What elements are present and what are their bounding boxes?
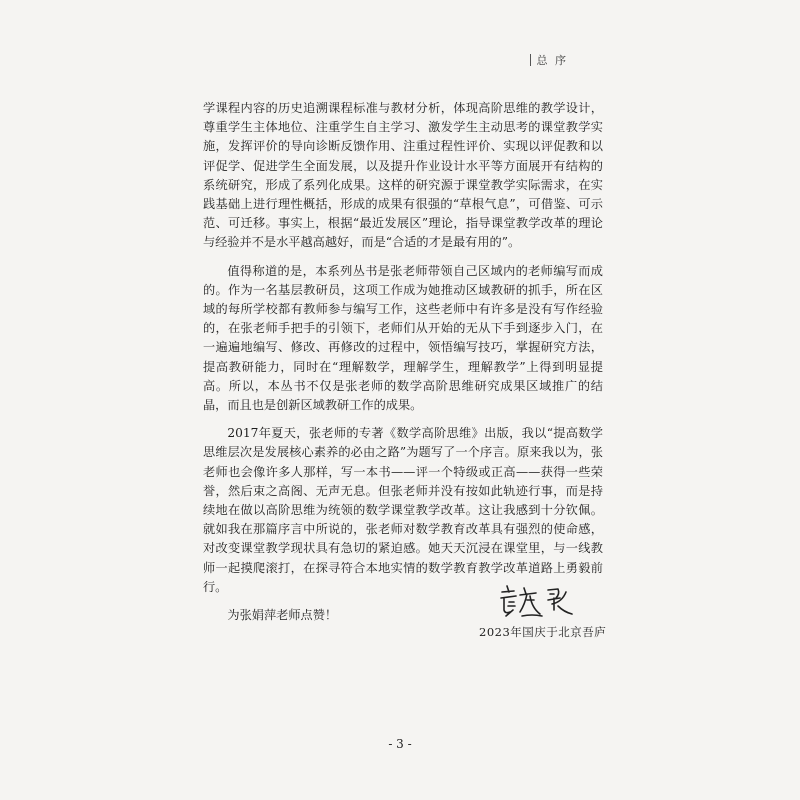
header-section-title: 总 序 <box>536 54 568 67</box>
page-number: - 3 - <box>388 737 412 751</box>
header-divider <box>530 54 531 66</box>
paragraph-3: 2017年夏天，张老师的专著《数学高阶思维》出版，我以“提高数学思维层次是发展核心素养的必由之路”为题写了一个序言。原来我以为，张老师也会像许多人那样，写一本书——评一个特级或正高——获得一些荣誉，然后束之高阁、无声无息。但张老师并没有按如此轨迹行事，而是持续地在做以高阶思维为统领的数学课堂教学改革。这让我感到十分钦佩。就如我在那篇序言中所说的，张老师对数学教育改革具有强烈的使命感，对改变课堂教学现状具有急切的紧迫感。她天天沉浸在课堂里，与一线教师一起摸爬滚打，在探寻符合本地实情的数学教育教学改革道路上勇毅前行。 <box>203 426 603 594</box>
paragraph-2: 值得称道的是，本系列丛书是张老师带领自己区域内的老师编写而成的。作为一名基层教研员，这项工作成为她推动区域教研的抓手，所在区域的每所学校都有教师参与编写工作，这些老师中有许多是没有写作经验的，在张老师手把手的引领下，老师们从开始的无从下手到逐步入门，在一遍遍地编写、修改、再修改的过程中，领悟编写技巧，掌握研究方法，提高教研能力，同时在“理解数学，理解学生，理解教学”上得到明显提高。所以，本丛书不仅是张老师的数学高阶思维研究成果区域推广的结晶，而且也是创新区域教研工作的成果。 <box>203 263 603 413</box>
running-header <box>530 52 569 68</box>
paragraph-1: 学课程内容的历史追溯课程标准与教材分析，体现高阶思维的教学设计，尊重学生主体地位、注重学生自主学习、激发学生主动思考的课堂教学实施，发挥评价的导向诊断反馈作用、注重过程性评价、实现以评促教和以评促学、促进学生全面发展，以及提升作业设计水平等方面展开有结构的系统研究，形成了系列化成果。这样的研究源于课堂教学实际需求，在实践基础上进行理性概括，形成的成果有很强的“草根气息”，可借鉴、可示范、可迁移。事实上，根据“最近发展区”理论，指导课堂教学改革的理论与经验并不是水平越高越好，而是“合适的才是最有用的”。 <box>203 101 603 250</box>
body-text <box>203 99 603 634</box>
paragraph-4: 为张娟萍老师点赞！ <box>227 608 338 623</box>
handwritten-signature <box>496 580 576 622</box>
signature-date-line: 2023年国庆于北京吾庐 <box>479 625 607 639</box>
